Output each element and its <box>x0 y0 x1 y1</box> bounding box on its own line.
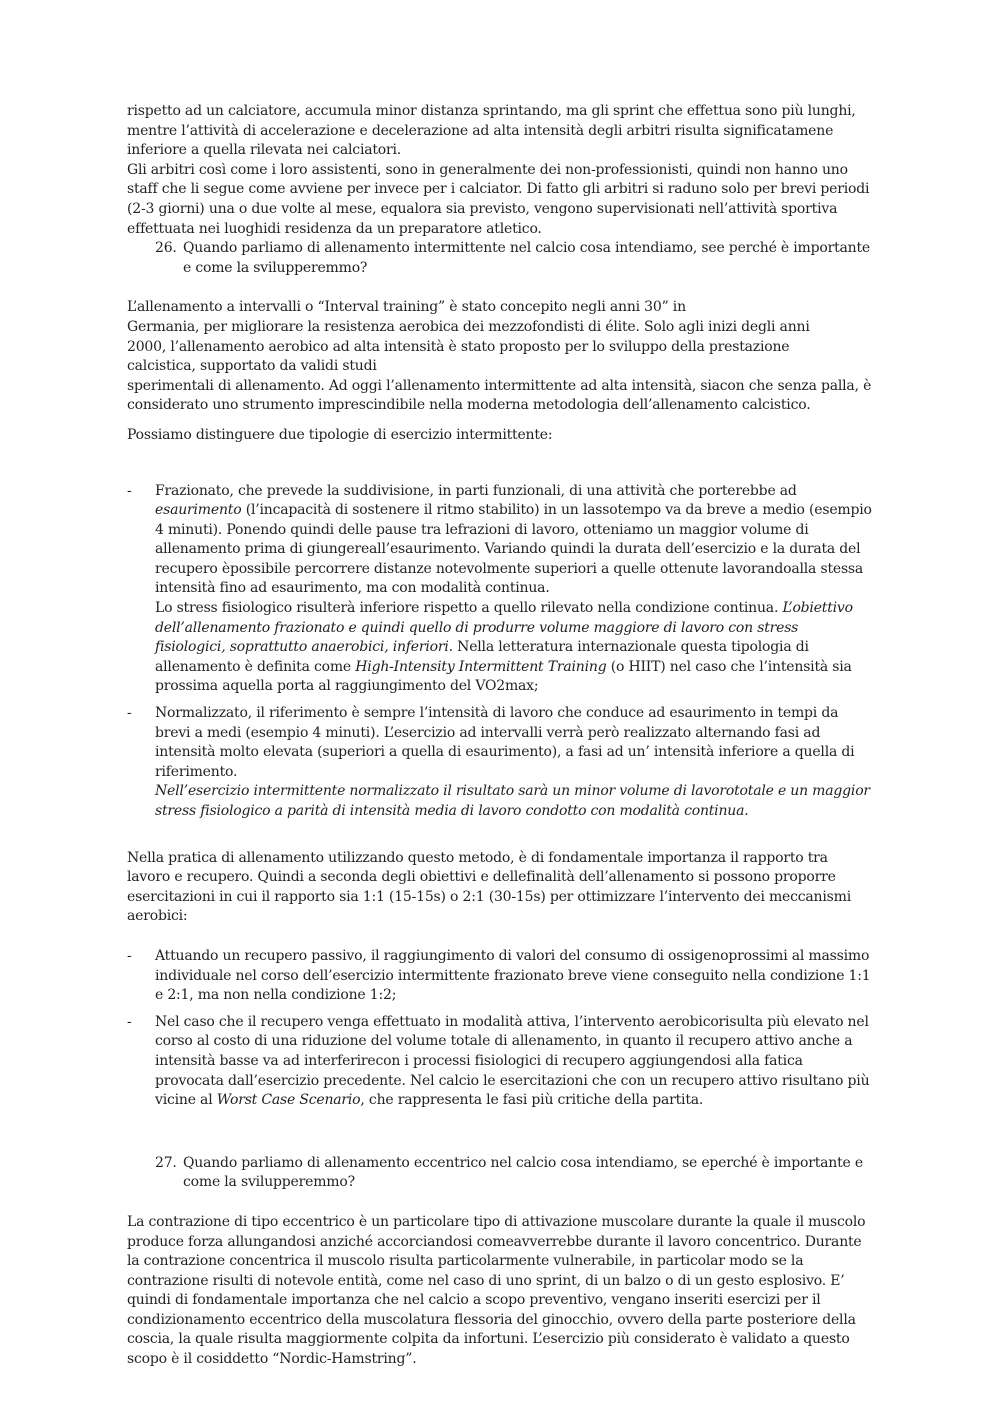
question-number: 26. <box>155 240 177 257</box>
spacer <box>127 446 872 482</box>
paragraph-referee-sprint: rispetto ad un calciatore, accumula minor distanza sprintando, ma gli sprint che effettua sono più lunghi, mentre l’attività di accelerazione e decelerazione ad alta intensità degli arbitri risulta significatamene inferiore a quella rilevata nei calciatori. <box>127 103 856 159</box>
spacer <box>127 829 872 849</box>
intro-line-3: 2000, l’allenamento aerobico ad alta intensità è stato proposto per lo sviluppo della prestazione <box>127 338 790 355</box>
intro-line-2: Germania, per migliorare la resistenza aerobica dei mezzofondisti di élite. Solo agli inizi degli anni <box>127 318 810 335</box>
list-item-active-recovery <box>127 1013 872 1111</box>
question-text: Quando parliamo di allenamento eccentrico nel calcio cosa intendiamo, se eperché è importante e come la svilupperemmo? <box>183 1154 863 1191</box>
question-27 <box>155 1154 872 1193</box>
page-content <box>127 102 872 1370</box>
distinguish-paragraph: Possiamo distinguere due tipologie di esercizio intermittente: <box>127 426 553 443</box>
spacer <box>127 278 872 298</box>
frazionato-stress-paragraph: Lo stress fisiologico risulterà inferiore rispetto a quello rilevato nella condizione continua. L’obiettivo dell’allenamento frazionato e quindi quello di produrre volume maggiore di lavoro con stress fisiologici, soprattutto anaerobici, inferiori. Nella letteratura internazionale questa tipologia di allenamento è definita come High-Intensity Intermittent Training (o HIIT) nel caso che l’intensità sia prossima aquella porta al raggiungimento del VO2max; <box>155 600 853 695</box>
list-item-body <box>155 704 872 822</box>
intro-line-5: sperimentali di allenamento. Ad oggi l’allenamento intermittente ad alta intensità, siacon che senza palla, è considerato uno strumento imprescindibile nella moderna metodologia dell’allenamento calcistico. <box>127 377 872 414</box>
spacer <box>127 1193 872 1213</box>
question-number: 27. <box>155 1154 177 1171</box>
passive-recovery-text: Attuando un recupero passivo, il raggiungimento di valori del consumo di ossigenoprossimi al massimo individuale nel corso dell’esercizio intermittente frazionato breve viene conseguito nella condizione 1:1 e 2:1, ma non nella condizione 1:2; <box>155 947 871 1004</box>
active-recovery-text: Nel caso che il recupero venga effettuato in modalità attiva, l’intervento aerobicorisulta più elevato nel corso al costo di una riduzione del volume totale di allenamento, in quanto il recupero attivo anche a intensità basse va ad interferirecon i processi fisiologici di recupero aggiungendosi alla fatica provocata dall’esercizio precedente. Nel calcio le esercitazioni che con un recupero attivo risultano più vicine al Worst Case Scenario, che rappresenta le fasi più critiche della partita. <box>155 1013 870 1109</box>
spacer <box>127 1118 872 1154</box>
spacer <box>127 927 872 947</box>
spacer <box>127 416 872 426</box>
bullet-dash: - <box>127 482 132 499</box>
pratica-paragraph: Nella pratica di allenamento utilizzando questo metodo, è di fondamentale importanza il rapporto tra lavoro e recupero. Quindi a seconda degli obiettivi e dellefinalità dell’allenamento si possono proporre esercitazioni in cui il rapporto sia 1:1 (15-15s) o 2:1 (30-15s) per ottimizzare l’intervento dei meccanismi aerobici: <box>127 849 851 925</box>
eccentric-paragraph: La contrazione di tipo eccentrico è un particolare tipo di attivazione muscolare durante la quale il muscolo produce forza allungandosi anziché accorciandosi comeavverrebbe durante il lavoro concentrico. Durante la contrazione concentrica il muscolo risulta particolarmente vulnerabile, in particolar modo se la contrazione risulti di notevole entità, come nel caso di uno sprint, di un balzo o di un gesto esplosivo. E’ quindi di fondamentale importanza che nel calcio a scopo preventivo, vengano inseriti esercizi per il condizionamento eccentrico della muscolatura flessoria del ginocchio, ovvero della parte posteriore della coscia, la quale risulta maggiormente colpita da infortuni. L’esercizio più considerato è validato a questo scopo è il cosiddetto “Nordic-Hamstring”. <box>127 1213 866 1368</box>
list-item-passive-recovery <box>127 947 872 1006</box>
list-item-body <box>155 482 872 698</box>
bullet-dash: - <box>127 705 132 722</box>
bullet-dash: - <box>127 1013 132 1030</box>
normalizzato-paragraph: Normalizzato, il riferimento è sempre l’intensità di lavoro che conduce ad esaurimento in tempi da brevi a medi (esempio 4 minuti). L’esercizio ad intervalli verrà però realizzato alternando fasi ad intensità molto elevata (superiori a quella di esaurimento), a fasi ad un’ intensità inferiore a quella di riferimento. <box>155 705 855 780</box>
intro-line-1: L’allenamento a intervalli o “Interval training” è stato concepito negli anni 30” in <box>127 299 686 316</box>
question-text: Quando parliamo di allenamento intermittente nel calcio cosa intendiamo, see perché è importante e come la svilupperemmo? <box>183 240 871 276</box>
intro-line-4: calcistica, supportato da validi studi <box>127 358 377 375</box>
bullet-dash: - <box>127 947 132 964</box>
frazionato-paragraph: Frazionato, che prevede la suddivisione, in parti funzionali, di una attività che porterebbe ad esaurimento (l’incapacità di sostenere il ritmo stabilito) in un lassotempo va da breve a medio (esempio 4 minuti). Ponendo quindi delle pause tra lefrazioni di lavoro, otteniamo un maggior volume di allenamento prima di giungereall’esaurimento. Variando quindi la durata dell’esercizio e la durata del recupero èpossibile percorrere distanze notevolmente superiori a quelle ottenute lavorandoalla stessa intensità fino ad esaurimento, ma con modalità continua. <box>155 482 872 597</box>
question-26 <box>155 239 872 278</box>
paragraph-referee-staff: Gli arbitri così come i loro assistenti, sono in generalmente dei non-professionisti, quindi non hanno uno staff che li segue come avviene per invece per i calciator. Di fatto gli arbitri si raduno solo per brevi periodi (2-3 giorni) una o due volte al mese, equalora sia previsto, vengono supervisionati nell’attività sportiva effettuata nei luoghidi residenza da un preparatore atletico. <box>127 161 870 237</box>
normalizzato-italic: Nell’esercizio intermittente normalizzato il risultato sarà un minor volume di lavorototale e un maggior stress fisiologico a parità di intensità media di lavoro condotto con modalità continua. <box>155 783 870 819</box>
list-item-normalizzato <box>127 704 872 822</box>
list-item-frazionato <box>127 482 872 698</box>
